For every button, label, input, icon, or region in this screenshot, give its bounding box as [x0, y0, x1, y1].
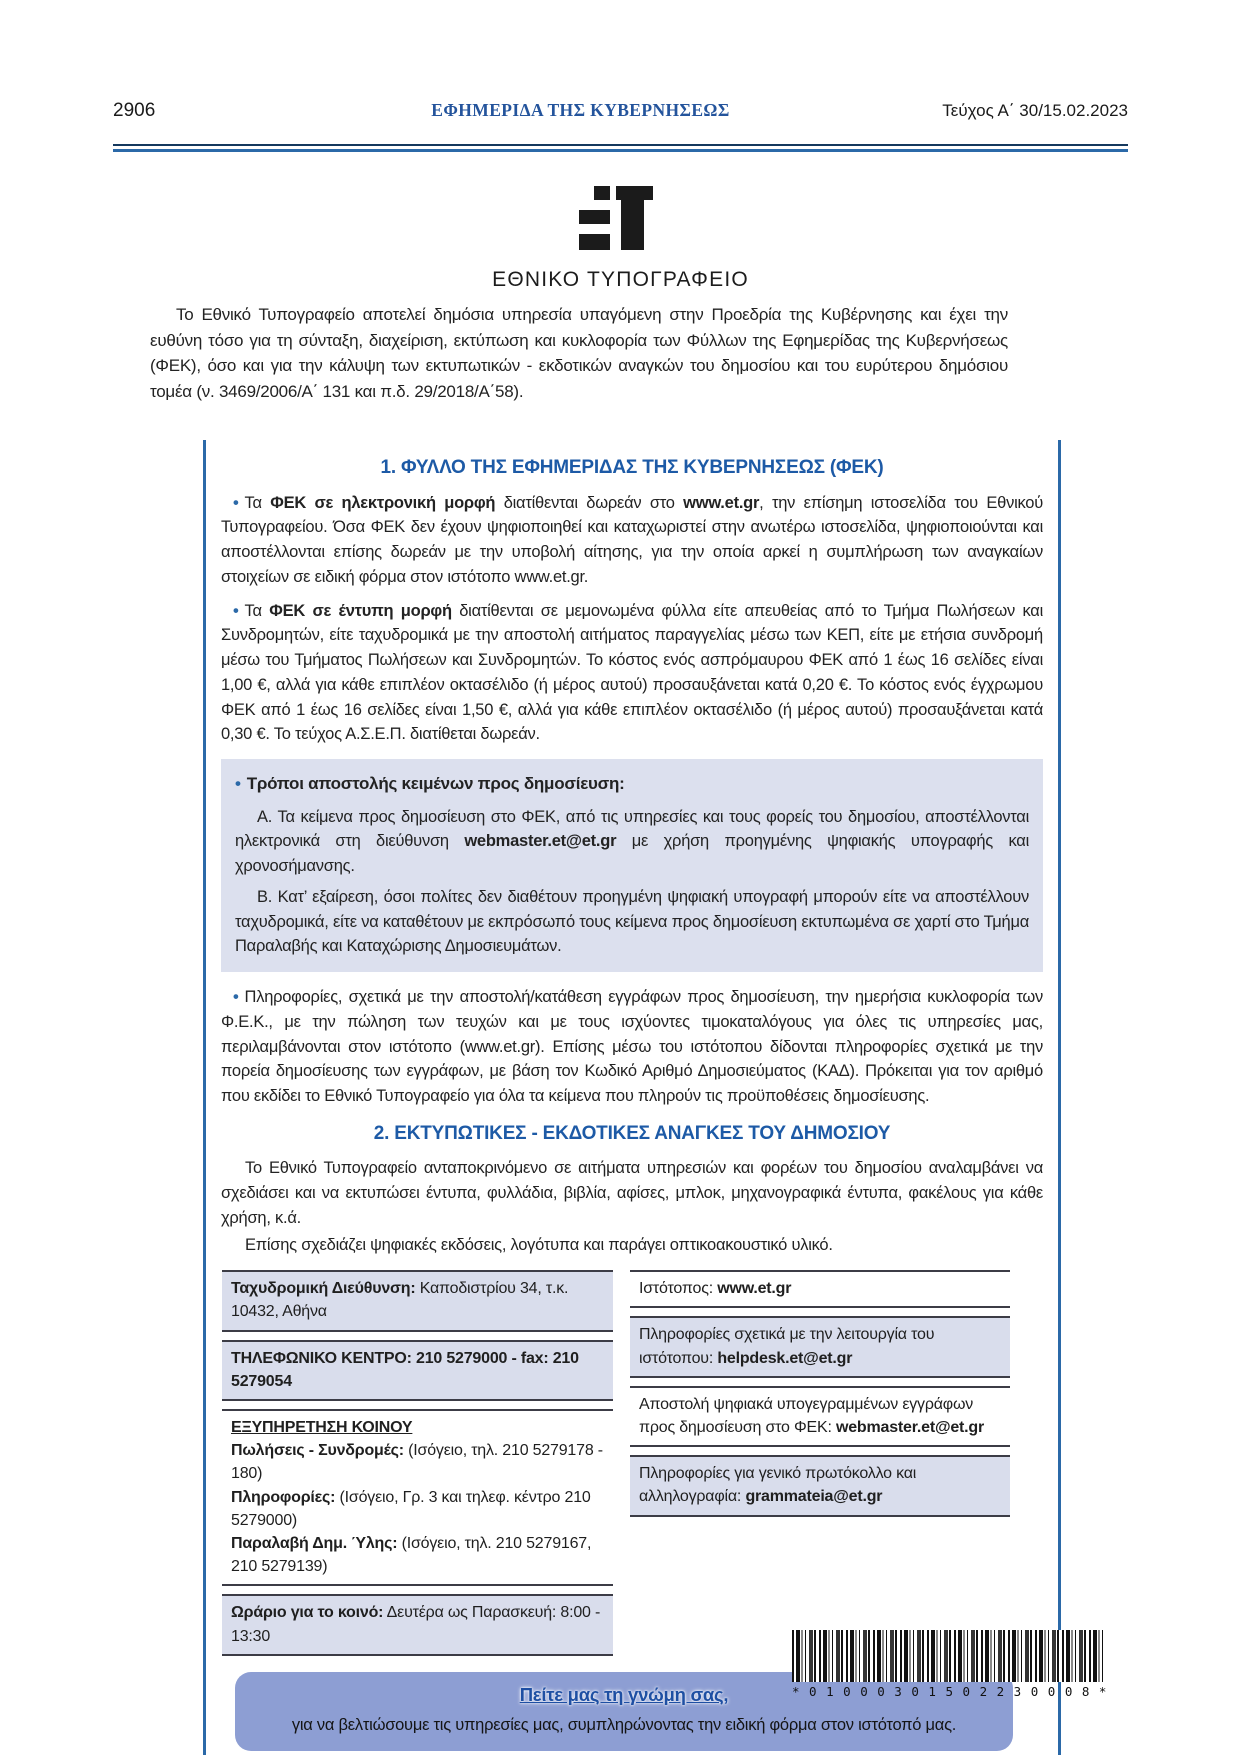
fek-print-text: Τα ΦΕΚ σε έντυπη μορφή διατίθενται σε μεμονωμένα φύλλα είτε απευθείας από το Τμήμα Πωλήσεων και Συνδρομητών, είτε ταχυδρομικά με την αποστολή αιτήματος παραγγελίας μέσω των ΚΕΠ, είτε με ετήσια συνδρομή μέσω του Τμήματος Πωλήσεων και Συνδρομητών. Το κόστος ενός ασπρόμαυρου ΦΕΚ από 1 έως 16 σελίδες είναι 1,00 €, αλλά για κάθε επιπλέον οκτασέλιδο (ή μέρος αυτού) προσαυξάνεται κατά 0,20 €. Το κόστος ενός έγχρωμου ΦΕΚ από 1 έως 16 σελίδες είναι 1,50 €, αλλά για κάθε επιπλέον οκτασέλιδο (ή μέρος αυτού) προσαυξάνεται κατά 0,30 €. Το τεύχος Α.Σ.Ε.Π. διατίθεται δωρεάν. [221, 601, 1043, 744]
logo-block [579, 210, 610, 224]
page-number: 2906 [113, 100, 156, 121]
bullet-icon: • [233, 493, 239, 512]
fek-electronic-text: Τα ΦΕΚ σε ηλεκτρονική μορφή διατίθενται δωρεάν στο www.et.gr, την επίσημη ιστοσελίδα του Εθνικού Τυπογραφείου. Όσα ΦΕΚ δεν έχουν ψηφιοποιηθεί και καταχωριστεί στην ανωτέρω ιστοσελίδα, ψηφιοποιούνται και αποστέλλονται επίσης δωρεάν με την υποβολή αίτησης, για την οποία αρκεί η συμπλήρωση των αναγκαίων στοιχείων σε ειδική φόρμα στον ιστότοπο www.et.gr. [221, 493, 1043, 586]
submission-heading-text: Τρόποι αποστολής κειμένων προς δημοσίευση: [246, 774, 625, 793]
submission-para-b: Β. Κατ’ εξαίρεση, όσοι πολίτες δεν διαθέτουν προηγμένη ψηφιακή υπογραφή μπορούν είτε να αποστέλλουν ταχυδρομικά, είτε να καταθέτουν με εκπρόσωπό τους κείμενα προς δημοσίευση εκτυπωμένα σε χαρτί στο Τμήμα Παραλαβής και Καταχώρισης Δημοσιευμάτων. [235, 887, 1029, 956]
phone-center-cell: ΤΗΛΕΦΩΝΙΚΟ ΚΕΝΤΡΟ: 210 5279000 - fax: 210 5279054 [222, 1340, 613, 1401]
printing-paragraph-1: Το Εθνικό Τυπογραφείο ανταποκρινόμενο σε αιτήματα υπηρεσιών και φορέων του δημοσίου αναλαμβάνει να σχεδιάσει και να εκτυπώσει έντυπα, φυλλάδια, βιβλία, αφίσες, μπλοκ, μηχανογραφικά έντυπα, φακέλους για κάθε χρήση, κ.ά. [221, 1159, 1043, 1227]
bullet-icon: • [233, 988, 239, 1006]
webmaster-cell: Αποστολή ψηφιακά υπογεγραμμένων εγγράφων προς δημοσίευση στο ΦΕΚ: webmaster.et@et.gr [630, 1386, 1010, 1447]
printing-paragraph-2: Επίσης σχεδιάζει ψηφιακές εκδόσεις, λογότυπα και παράγει οπτικοακουστικό υλικό. [245, 1235, 833, 1254]
barcode [792, 1630, 1106, 1699]
feedback-link[interactable]: Πείτε μας τη γνώμη σας, [519, 1683, 729, 1705]
intro-paragraph: Το Εθνικό Τυπογραφείο αποτελεί δημόσια υπηρεσία υπαγόμενη στην Προεδρία της Κυβέρνησης και έχει την ευθύνη τόσο για τη σύνταξη, διαχείριση, εκτύπωση και κυκλοφορία των Φύλλων της Εφημερίδας της Κυβερνήσεως (ΦΕΚ), όσο και για την κάλυψη των εκτυπωτικών - εκδοτικών αναγκών του δημοσίου και του ευρύτερου δημόσιου τομέα (ν. 3469/2006/Α΄ 131 και π.δ. 29/2018/Α΄58). [150, 305, 1008, 401]
submission-heading [235, 771, 1029, 797]
issue-info: Τεύχος Α΄ 30/15.02.2023 [942, 101, 1128, 120]
logo-block [579, 234, 610, 250]
contact-left-column [222, 1270, 613, 1655]
barcode-bars [792, 1630, 1106, 1682]
grammateia-cell: Πληροφορίες για γενικό πρωτόκολλο και αλληλογραφία: grammateia@et.gr [630, 1455, 1010, 1516]
gazette-title: ΕΦΗΜΕΡΙΔΑ ΤΗΣ ΚΥΒΕΡΝΗΣΕΩΣ [431, 100, 730, 120]
info-text: Πληροφορίες, σχετικά με την αποστολή/κατάθεση εγγράφων προς δημοσίευση, την ημερήσια κυκλοφορία των Φ.Ε.Κ., με την πώληση των τευχών και με τους ισχύοντες τιμοκαταλόγους για όλες τις υπηρεσίες μας, περιλαμβάνονται στον ιστότοπο (www.et.gr). Επίσης μέσω του ιστότοπου δίδονται πληροφορίες σχετικά με την πορεία δημοσίευσης των εγγράφων, με βάση τον Κωδικό Αριθμό Δημοσιεύματος (ΚΑΔ). Πρόκειται για τον αριθμό που εκδίδει το Εθνικό Τυπογραφείο για όλα τα κείμενα που πληρούν τις προϋποθέσεις δημοσίευσης. [221, 988, 1043, 1105]
helpdesk-cell: Πληροφορίες σχετικά με την λειτουργία του ιστότοπου: helpdesk.et@et.gr [630, 1316, 1010, 1377]
et-logo [570, 186, 658, 250]
public-service-cell: ΕΞΥΠΗΡΕΤΗΣΗ ΚΟΙΝΟΥ Πωλήσεις - Συνδρομές: (Ισόγειο, τηλ. 210 5279178 - 180) Πληροφορίες: (Ισόγειο, Γρ. 3 και τηλεφ. κέντρο 210 5279000) Παραλαβή Δημ. Ύλης: (Ισόγειο, τηλ. 210 5279167, 210 5279139) [222, 1409, 613, 1586]
feedback-text: για να βελτιώσουμε τις υπηρεσίες μας, συμπληρώνοντας την ειδική φόρμα στον ιστότοπό μας. [291, 1716, 957, 1735]
submission-para-a: Α. Τα κείμενα προς δημοσίευση στο ΦΕΚ, από τις υπηρεσίες και τους φορείς του δημοσίου, αποστέλλονται ηλεκτρονικά στη διεύθυνση webmaster.et@et.gr με χρήση προηγμένης ψηφιακής υπογραφής και χρονοσήμανσης. [235, 807, 1029, 875]
opening-hours-cell: Ωράριο για το κοινό: Δευτέρα ως Παρασκευή: 8:00 - 13:30 [222, 1594, 613, 1655]
logo-block [621, 186, 644, 250]
bullet-icon: • [235, 774, 241, 793]
contact-right-column [630, 1270, 1010, 1655]
submission-box [221, 759, 1043, 972]
section-1-heading: 1. ΦΥΛΛΟ ΤΗΣ ΕΦΗΜΕΡΙΔΑΣ ΤΗΣ ΚΥΒΕΡΝΗΣΕΩΣ (ΦΕΚ) [380, 457, 884, 478]
fek-print-paragraph [221, 599, 1043, 748]
website-cell: Ιστότοπος: www.et.gr [630, 1270, 1010, 1308]
org-name: ΕΘΝΙΚΟ ΤΥΠΟΓΡΑΦΕΙΟ [492, 268, 749, 291]
bullet-icon: • [233, 601, 239, 620]
info-paragraph [221, 985, 1043, 1109]
page-header [113, 100, 1128, 122]
postal-address-cell: Ταχυδρομική Διεύθυνση: Καποδιστρίου 34, τ.κ. 10432, Αθήνα [222, 1270, 613, 1331]
contact-table [222, 1270, 1043, 1655]
header-divider [113, 144, 1128, 152]
logo-block [594, 186, 610, 200]
content-box [203, 440, 1061, 1755]
barcode-text: * 0 1 0 0 0 3 0 1 5 0 2 2 3 0 0 0 8 * [792, 1684, 1108, 1699]
fek-electronic-paragraph [221, 491, 1043, 590]
section-2-heading: 2. ΕΚΤΥΠΩΤΙΚΕΣ - ΕΚΔΟΤΙΚΕΣ ΑΝΑΓΚΕΣ ΤΟΥ ΔΗΜΟΣΙΟΥ [373, 1122, 891, 1144]
